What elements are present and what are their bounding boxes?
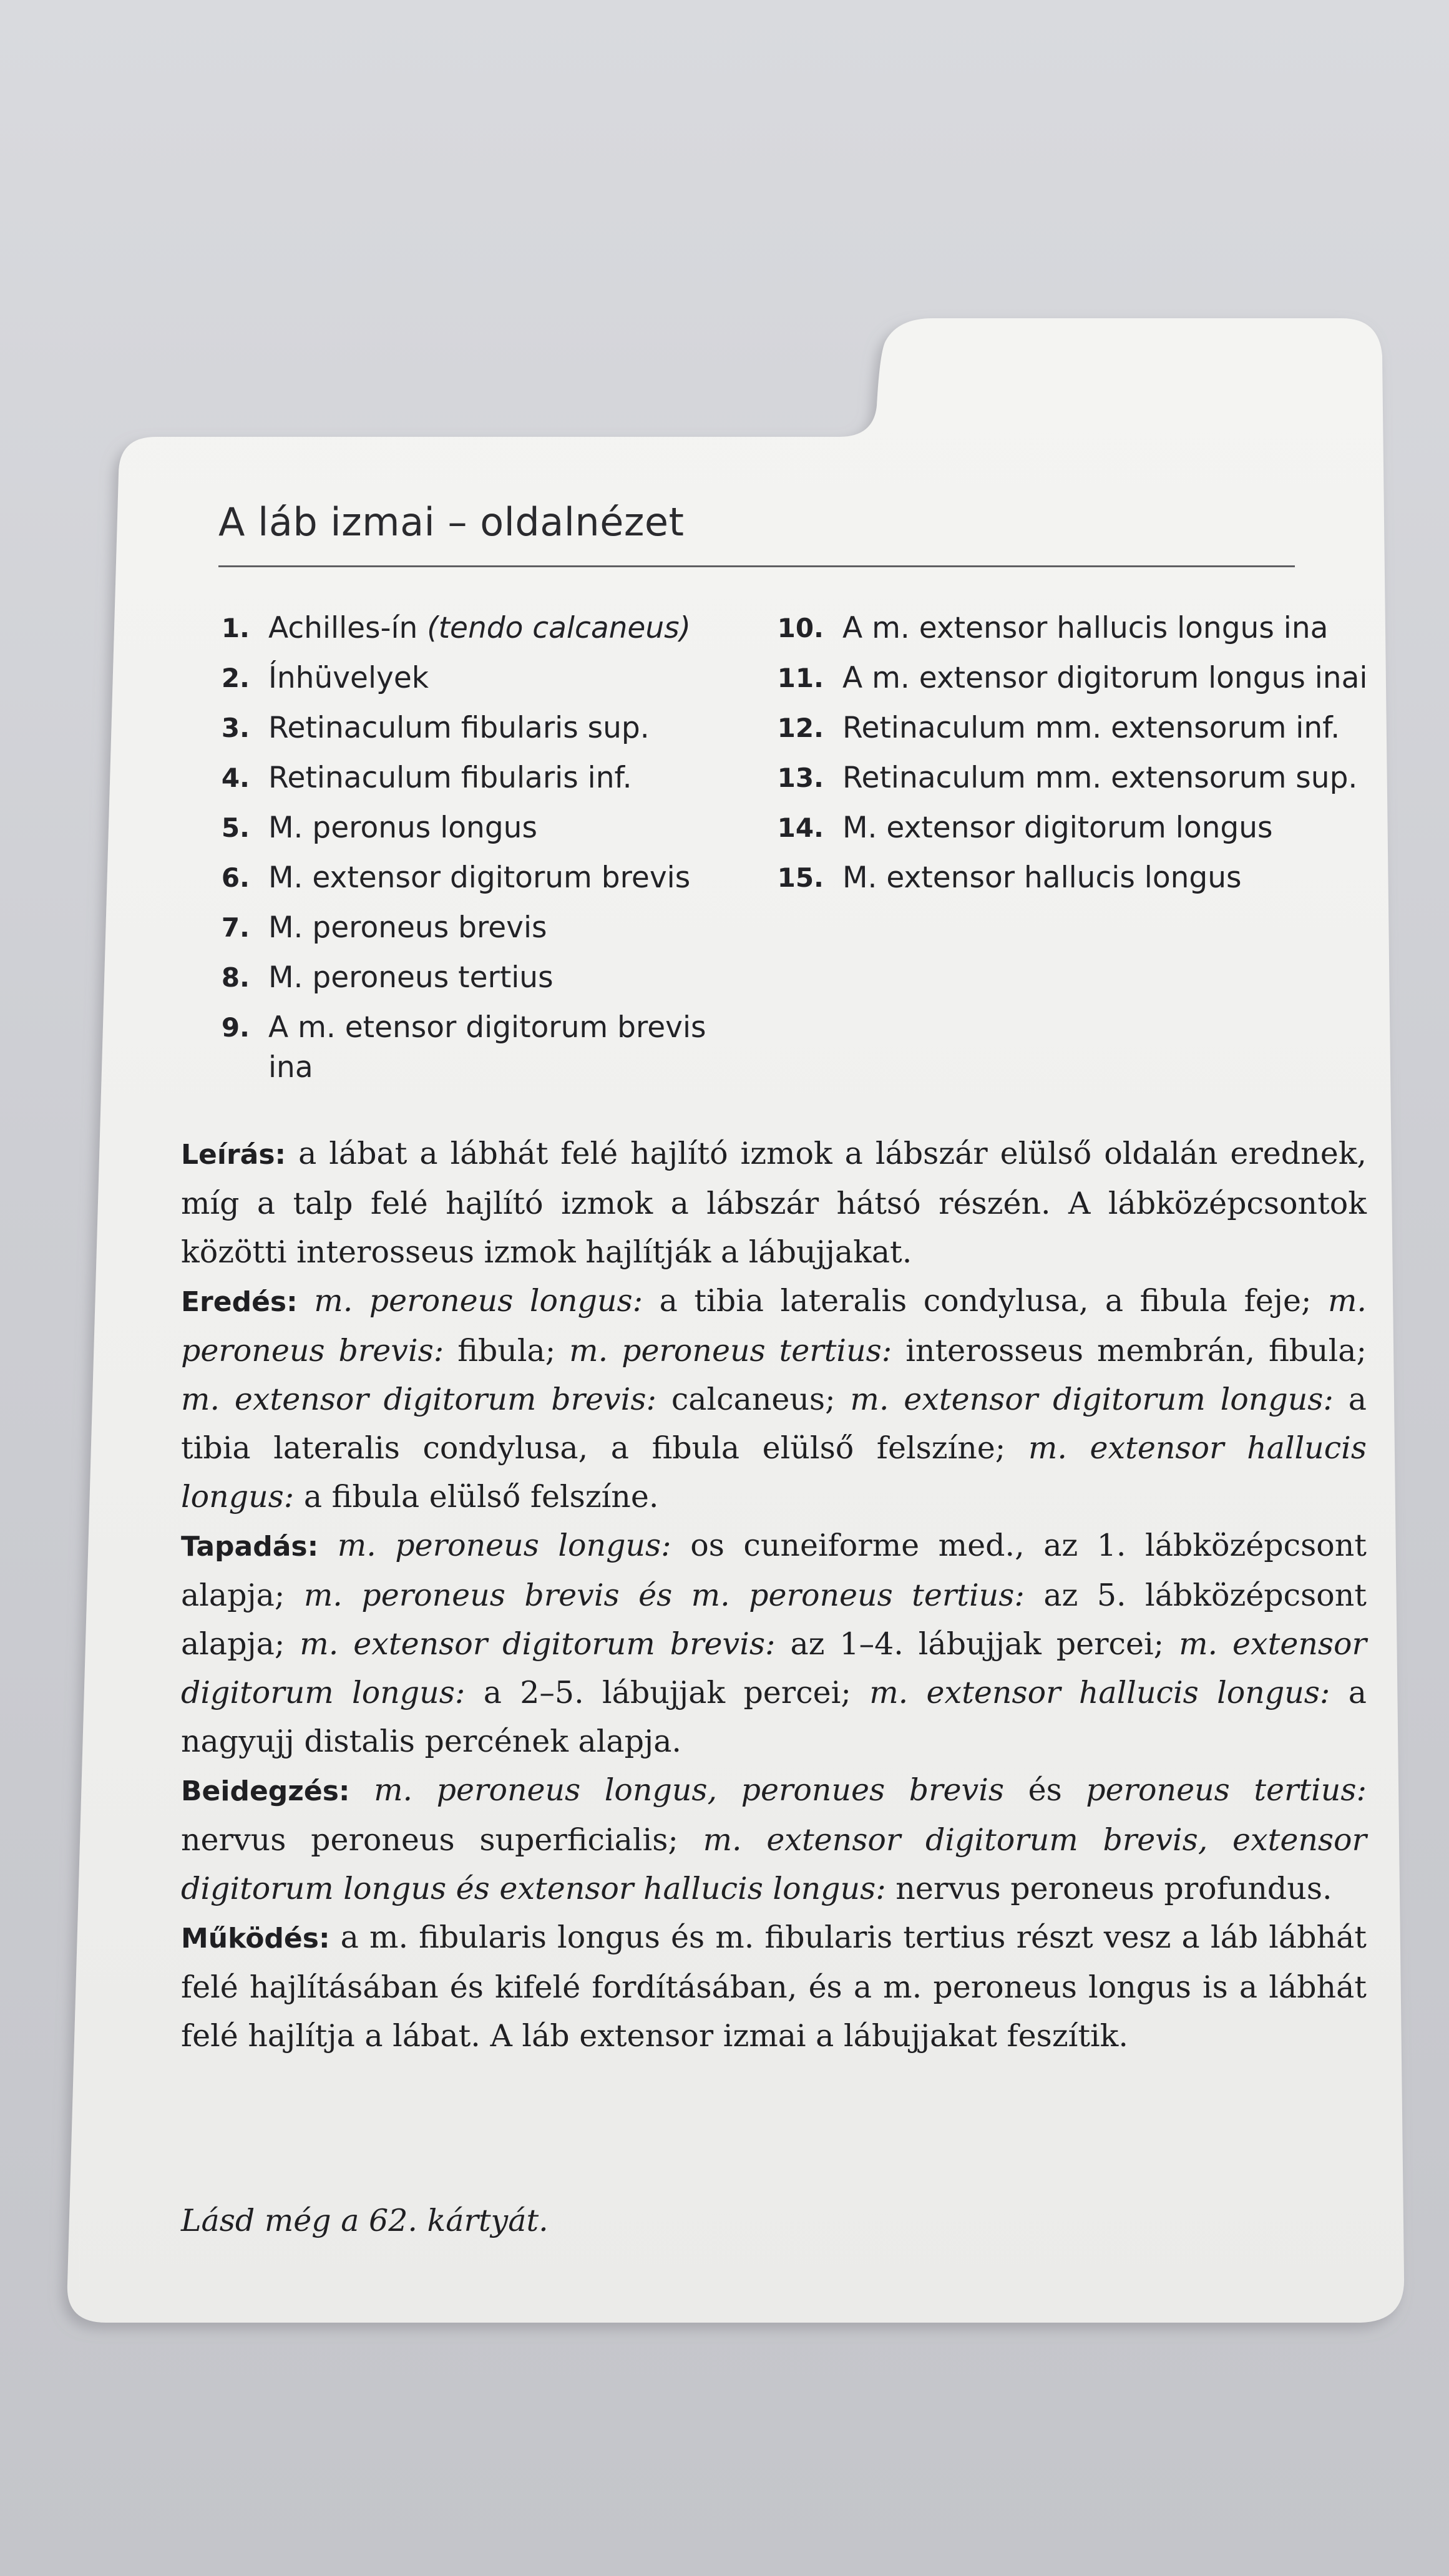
legend-item [181,858,743,898]
legend-item-number: 10. [777,613,824,643]
innervation-detail-text: nervus peroneus profundus. [886,1871,1332,1906]
origin-muscle-name: m. peroneus longus: [314,1283,643,1319]
legend-item-number: 13. [777,763,824,793]
origin-paragraph [181,1277,1367,1521]
legend-item-latin: (tendo calcaneus) [427,611,691,645]
insertion-paragraph [181,1521,1367,1766]
origin-muscle-name: m. peroneus tertius: [569,1333,892,1368]
legend-item-text [268,658,743,698]
legend-item-number: 4. [221,763,250,793]
legend-item-label: Retinaculum fibularis sup. [268,711,650,745]
legend-item-text [842,708,1379,748]
legend-item-label: M. extensor hallucis longus [842,861,1242,895]
legend-item [181,658,743,698]
flashcard [181,499,1385,2238]
innervation-muscle-name: m. peroneus longus, peronues brevis [374,1772,1005,1808]
innervation-muscle-name: m. extensor digitorum brevis, extensor digitorum longus és extensor hallucis longus: [181,1822,1367,1906]
legend-item-text [842,758,1379,798]
card-body [181,1129,1367,2061]
legend-item-number: 11. [777,663,824,693]
legend-item [181,908,743,948]
legend-item-label: Retinaculum fibularis inf. [268,761,632,795]
origin-detail-text: a fibula elülső felszíne. [294,1479,659,1515]
legend-item-label: M. peroneus tertius [268,960,554,995]
legend-item [755,608,1379,648]
legend-item [181,1008,743,1088]
legend-item-text [268,708,743,748]
legend-item-text [268,758,743,798]
legend-item-text [842,808,1379,848]
legend-item-label: Ínhüvelyek [268,661,429,695]
legend-item [755,858,1379,898]
insertion-detail-text: az 1–4. lábujjak percei; [775,1626,1179,1662]
innervation-paragraph [181,1766,1367,1913]
legend-item [181,808,743,848]
legend-item-number: 3. [221,713,250,743]
legend-item-label: M. peroneus brevis [268,910,547,945]
legend-item-number: 7. [221,912,250,943]
insertion-muscle-name: m. extensor digitorum brevis: [300,1626,776,1662]
legend-item [181,708,743,748]
card-title: A láb izmai – oldalnézet [218,499,685,545]
description-label: Leírás: [181,1139,286,1171]
origin-detail-text: interosseus membrán, fibula; [892,1333,1367,1368]
legend-item [181,958,743,998]
legend-item-number: 15. [777,862,824,893]
insertion-muscle-name: m. peroneus brevis és m. peroneus tertius: [303,1578,1025,1613]
legend-item-text [268,858,743,898]
title-divider [218,565,1295,567]
legend-item [755,708,1379,748]
legend-item-text [268,908,743,948]
legend-item-text [842,658,1379,698]
legend-column-right [755,608,1379,908]
insertion-muscle-name: m. peroneus longus: [337,1528,671,1563]
origin-detail-text: a tibia lateralis condylusa, a fibula elülső felszíne; [181,1382,1367,1466]
insertion-muscle-name: m. extensor hallucis longus: [869,1675,1330,1710]
origin-muscle-name: m. peroneus brevis: [181,1283,1367,1368]
legend-item [181,608,743,648]
legend-item [181,758,743,798]
legend-item [755,808,1379,848]
origin-detail-text: fibula; [444,1333,570,1368]
legend-column-left [181,608,743,1098]
origin-label: Eredés: [181,1286,298,1318]
function-label: Működés: [181,1923,330,1954]
innervation-label: Beidegzés: [181,1775,350,1807]
legend-item-number: 1. [221,613,250,643]
legend-item-label: A m. etensor digitorum brevis ina [268,1010,706,1085]
legend-item-number: 8. [221,962,250,993]
legend-item-number: 6. [221,862,250,893]
function-text: a m. fibularis longus és m. fibularis tertius részt vesz a láb lábhát felé hajlításában és kifelé fordításában, és a m. peroneus longus is a lábhát felé hajlítja a lábat. A láb extensor izmai a lábujjakat feszítik. [181,1920,1367,2054]
legend-item-label: Achilles-ín [268,611,427,645]
legend-item-label: A m. extensor digitorum longus inai [842,661,1368,695]
legend-item-label: A m. extensor hallucis longus ina [842,611,1329,645]
legend-item-text [268,958,743,998]
legend-item [755,658,1379,698]
legend-item-number: 9. [221,1012,250,1043]
origin-muscle-name: m. extensor digitorum longus: [850,1382,1334,1417]
innervation-detail-text: és [1004,1772,1086,1808]
see-also-note: Lásd még a 62. kártyát. [181,2203,549,2238]
insertion-label: Tapadás: [181,1531,319,1563]
legend-item-label: M. peronus longus [268,811,537,845]
innervation-detail-text: nervus peroneus superficialis; [181,1822,703,1858]
legend-item-text [268,608,743,648]
figure-legend [181,608,1385,1083]
description-paragraph [181,1129,1367,1277]
insertion-detail-text: a nagyujj distalis percének alapja. [181,1675,1367,1759]
legend-item-text [842,608,1379,648]
insertion-muscle-name: m. extensor digitorum longus: [181,1626,1367,1710]
legend-item-text [268,808,743,848]
insertion-detail-text: az 5. lábközépcsont alapja; [181,1578,1367,1662]
legend-item-text [842,858,1379,898]
legend-item-label: Retinaculum mm. extensorum sup. [842,761,1358,795]
origin-muscle-name: m. extensor hallucis longus: [181,1430,1367,1515]
legend-item-number: 2. [221,663,250,693]
legend-item-number: 5. [221,812,250,843]
legend-item-text [268,1008,743,1088]
origin-detail-text: calcaneus; [656,1382,851,1417]
function-paragraph [181,1913,1367,2061]
origin-detail-text: a tibia lateralis condylusa, a fibula feje; [643,1283,1328,1319]
legend-item [755,758,1379,798]
innervation-muscle-name: peroneus tertius: [1086,1772,1367,1808]
insertion-detail-text: os cuneiforme med., az 1. lábközépcsont alapja; [181,1528,1367,1613]
origin-muscle-name: m. extensor digitorum brevis: [181,1382,656,1417]
insertion-detail-text: a 2–5. lábujjak percei; [465,1675,870,1710]
legend-item-label: M. extensor digitorum longus [842,811,1273,845]
legend-item-number: 12. [777,713,824,743]
legend-item-label: M. extensor digitorum brevis [268,861,691,895]
legend-item-label: Retinaculum mm. extensorum inf. [842,711,1340,745]
legend-item-number: 14. [777,812,824,843]
description-text: a lábat a lábhát felé hajlító izmok a lábszár elülső oldalán erednek, míg a talp felé hajlító izmok a lábszár hátsó részén. A lábközépcsontok közötti interosseus izmok hajlítják a lábujjakat. [181,1136,1367,1270]
